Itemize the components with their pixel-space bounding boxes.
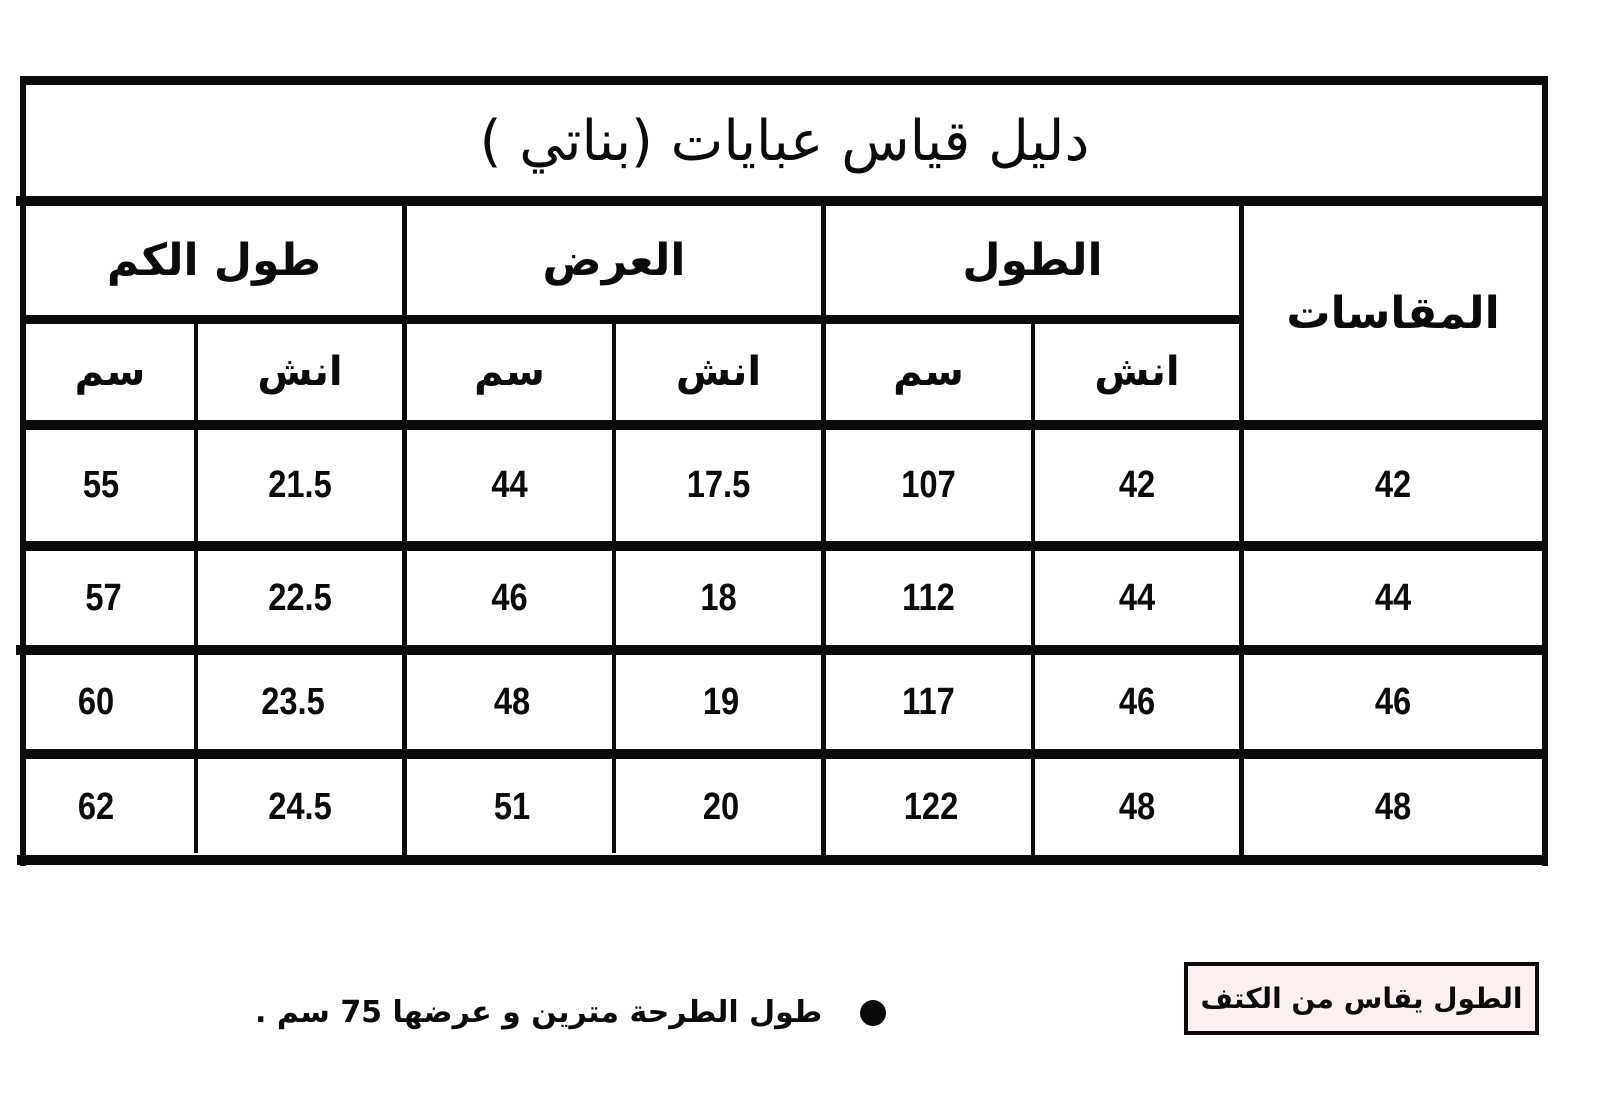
length-measure-note [1184,962,1539,1035]
header-divider [20,420,1543,430]
cell-length-inch: 48 [1118,785,1156,828]
cell-size: 44 [1374,576,1412,619]
cell-sleeve-inch: 24.5 [268,785,332,828]
cell-size: 48 [1374,785,1412,828]
cell-size: 46 [1374,680,1412,723]
subheader-width-inch: انش [675,349,762,395]
cell-size: 42 [1374,464,1412,506]
scarf-size-note [255,990,905,1035]
cell-sleeve-inch: 22.5 [268,576,332,619]
cell-width-cm: 46 [491,576,528,619]
subheader-sleeve-cm: سم [74,349,146,395]
row-divider [16,645,1543,655]
cell-width-inch: 17.5 [686,464,751,506]
page-title: دليل قياس عبايات (بناتي ) [479,108,1090,174]
header-sleeve-length: طول الكم [106,235,322,286]
cell-width-cm: 51 [493,785,531,828]
header-length: الطول [962,235,1103,286]
header-width: العرض [542,235,686,286]
cell-sleeve-inch: 23.5 [261,680,325,723]
row-divider [26,541,1543,551]
cell-width-inch: 20 [702,785,740,828]
group-header-divider [20,315,1242,324]
cell-sleeve-cm: 55 [82,464,120,506]
subheader-length-inch: انش [1094,349,1180,395]
cell-length-cm: 112 [902,576,955,619]
scarf-size-note-text: طول الطرحة مترين و عرضها 75 سم . [255,995,823,1030]
cell-width-inch: 18 [700,576,737,619]
cell-width-inch: 19 [702,680,740,723]
table-border-bottom [17,855,1548,865]
cell-sleeve-cm: 62 [77,785,115,828]
header-sizes: المقاسات [1286,287,1500,339]
cell-sleeve-cm: 57 [85,576,122,619]
cell-length-cm: 117 [902,680,955,723]
cell-width-cm: 48 [493,680,531,723]
cell-length-inch: 46 [1118,680,1156,723]
subheader-width-cm: سم [474,349,545,395]
cell-length-inch: 42 [1118,464,1156,506]
length-measure-note-text: الطول يقاس من الكتف [1200,982,1523,1015]
subheader-length-cm: سم [893,349,964,395]
cell-width-cm: 44 [491,464,528,506]
row-divider [20,749,1543,759]
cell-length-cm: 107 [901,464,956,506]
cell-length-inch: 44 [1118,576,1156,619]
cell-length-cm: 122 [903,785,959,828]
cell-sleeve-inch: 21.5 [268,464,332,506]
bullet-icon [860,1000,886,1026]
cell-sleeve-cm: 60 [77,680,115,723]
subheader-sleeve-inch: انش [257,349,343,395]
